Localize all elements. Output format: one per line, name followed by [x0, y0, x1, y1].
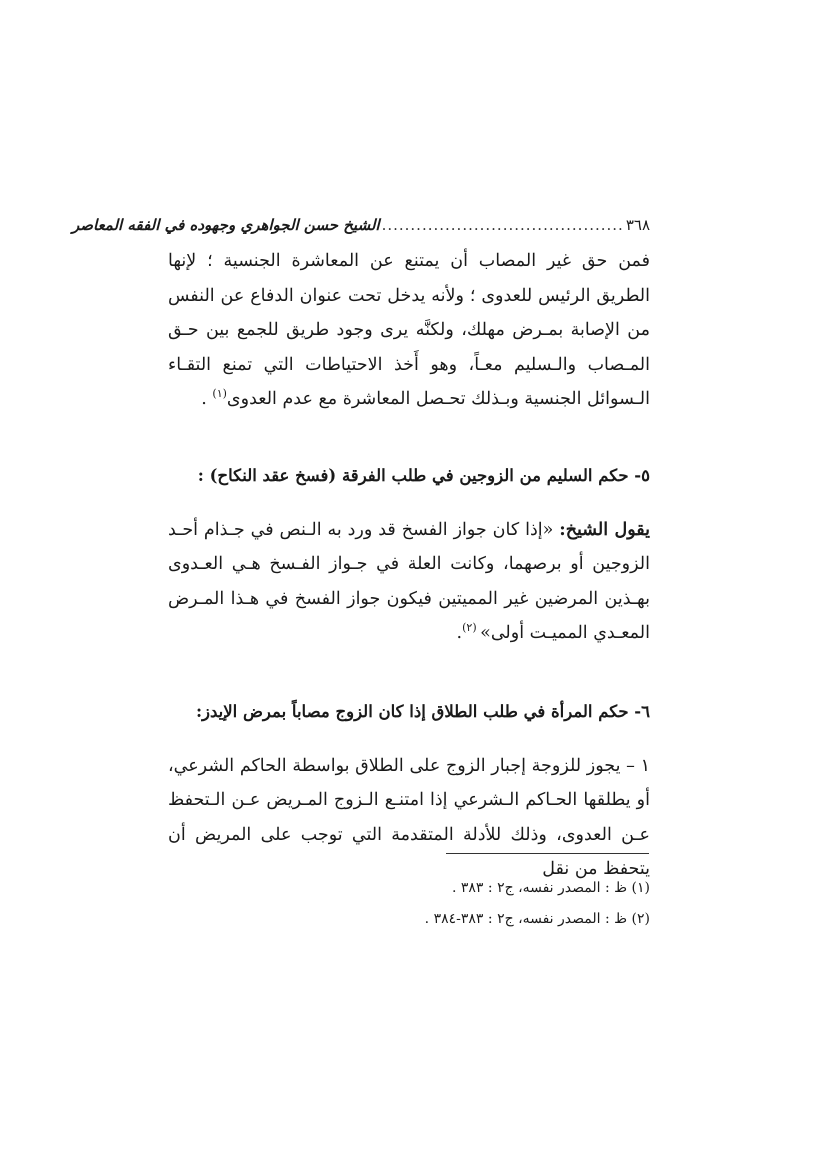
paragraph-1-end: .: [201, 389, 213, 409]
paragraph-2: [168, 513, 650, 651]
paragraph-2-end: .: [456, 623, 463, 643]
footnote-separator: [446, 853, 649, 854]
page-body: [71, 212, 650, 887]
paragraph-1: [168, 244, 650, 417]
paragraph-3: ١ – يجوز للزوجة إجبار الزوج على الطلاق بواسطة الحاكم الشرعي، أو يطلقها الحـاكم الـشرعي إذا امتنـع الـزوج المـريض عـن الـتحفظ عـن العدوى، وذلك للأدلة المتقدمة التي توجب على المريض أن يتحفظ من نقل: [168, 755, 650, 879]
page-number: ٣٦٨: [625, 216, 650, 234]
header-leader-dots: ..........................................: [381, 216, 624, 234]
footnote-1: (١) ظ : المصدر نفسه، ج٢ : ٣٨٣ .: [451, 880, 650, 896]
section-heading-5: ٥- حكم السليم من الزوجين في طلب الفرقة (فسخ عقد النكاح) :: [197, 465, 650, 485]
running-title: الشيخ حسن الجواهري وجهوده في الفقه المعاصر: [71, 216, 380, 234]
footnotes: [350, 873, 650, 935]
footnote-ref-1[interactable]: (١): [212, 387, 227, 401]
running-header: [71, 212, 650, 238]
section-heading-6: ٦- حكم المرأة في طلب الطلاق إذا كان الزوج مصاباً بمرض الإيدز:: [195, 701, 650, 721]
footnote-2: (٢) ظ : المصدر نفسه، ج٢ : ٣٨٣-٣٨٤ .: [424, 911, 650, 927]
paragraph-2-text: «إذا كان جواز الفسخ قد ورد به الـنص في جـذام أحـد الزوجين أو برصهما، وكانت العلة في جـواز الفـسخ هـي العـدوى بهـذين المرضين غير المميتين فيكون جواز الفسخ في هـذا المـرض المعـدي المميـت أولى»: [168, 519, 650, 643]
footnote-ref-2[interactable]: (٢): [462, 621, 481, 635]
paragraph-2-lead: يقول الشيخ:: [559, 519, 650, 540]
paragraph-1-text: فمن حق غير المصاب أن يمتنع عن المعاشرة الجنسية ؛ لإنها الطريق الرئيس للعدوى ؛ ولأنه يدخل تحت عنوان الدفاع عن النفس من الإصابة بمـرض مهلك، ولكنَّه يرى وجود طريق للجمع بين حـق المـصاب والـسليم معـاً، وهو أَخذ الاحتياطات التي تمنع التقـاء الـسوائل الجنسية وبـذلك تحـصل المعاشرة مع عدم العدوى: [168, 251, 650, 409]
